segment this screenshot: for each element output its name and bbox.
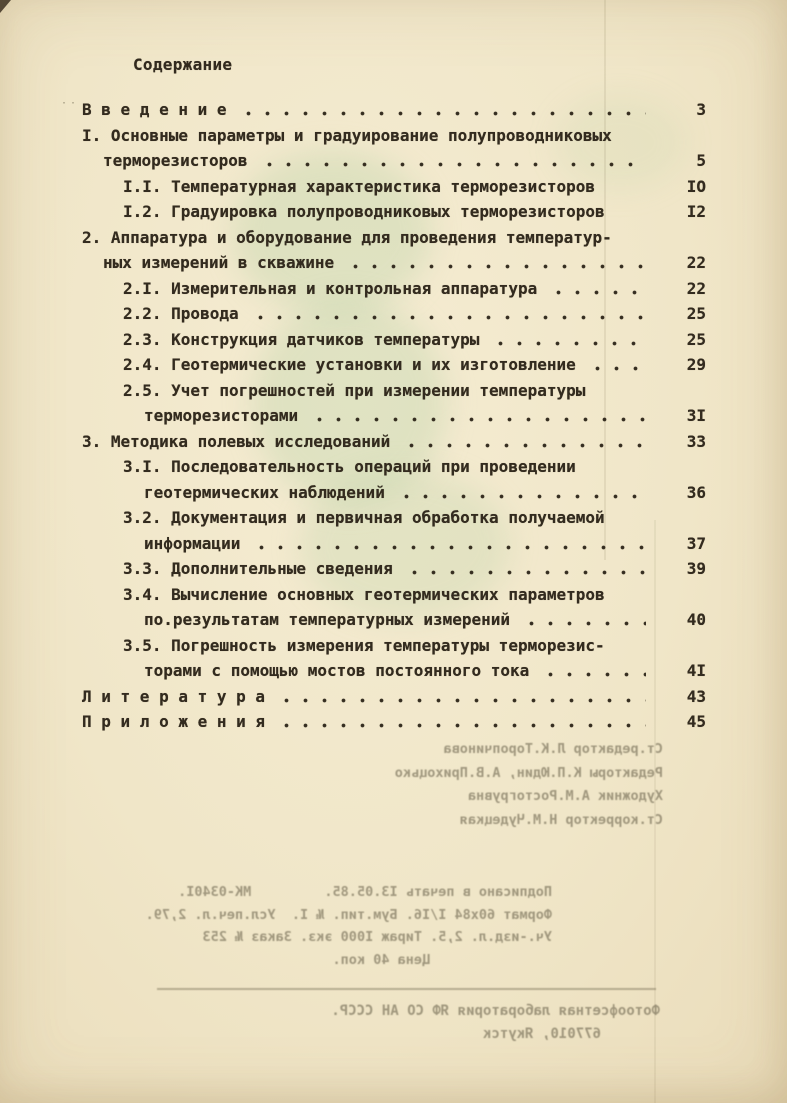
dot-leader [273, 723, 646, 728]
toc-entry-text: I. Основные параметры и градуирование полупроводниковых [82, 125, 612, 145]
showthrough-imprint-block [88, 881, 552, 971]
toc-entry-text: ных измерений в скважине [103, 253, 335, 272]
showthrough-line: Ст.редактор Л.К.Торопчинова [443, 741, 663, 757]
showthrough-line: Формат 60х84 I/I6. Бум.тип. № I. Усл.печ.л. 2,79. [145, 906, 552, 923]
page-title: Содержание [133, 55, 233, 74]
showthrough-line: Ст.корректор Н.М.Чудецкая [459, 811, 663, 828]
dot-leader [603, 188, 646, 193]
toc-page-number: 45 [686, 712, 706, 731]
toc-row [82, 607, 706, 633]
toc-entry-text: I.2. Градуировка полупроводниковых терморезисторов [123, 202, 605, 221]
dot-leader [273, 698, 646, 703]
toc-page-number: 25 [686, 304, 706, 323]
toc-entry-text: П р и л о ж е н и я [82, 712, 266, 731]
toc-entry-text: 2.I. Измерительная и контрольная аппаратура [123, 278, 538, 298]
toc-row [82, 582, 706, 608]
dot-leader [393, 494, 646, 499]
dot-leader [342, 264, 646, 269]
toc-entry-text: 3.4. Вычисление основных геотермических параметров [123, 584, 605, 604]
toc-row [82, 148, 706, 174]
toc-entry-text: Л и т е р а т у р а [82, 686, 266, 706]
toc-page-number: 40 [686, 610, 706, 629]
showthrough-line: Художник А.М.Ростогрувна [467, 788, 663, 804]
dot-leader [584, 468, 646, 473]
toc-entry-text: 3.2. Документация и первичная обработка получаемой [123, 508, 605, 527]
toc-page-number: 22 [686, 278, 706, 298]
dot-leader [306, 417, 646, 422]
toc-row [82, 403, 706, 429]
toc-entry-text: 3.3. Дополнительные сведения [123, 559, 393, 578]
toc-row [82, 174, 706, 200]
toc-entry-text: информации [144, 533, 241, 553]
dot-leader [545, 290, 646, 295]
toc-row [82, 556, 706, 582]
toc-row [82, 225, 706, 251]
corner-mark [0, 0, 11, 13]
table-of-contents [82, 97, 706, 735]
toc-page-number: IO [686, 176, 706, 196]
toc-entry-text: торами с помощью мостов постоянного тока [144, 661, 530, 680]
dot-leader [235, 111, 647, 116]
toc-page-number: 37 [686, 533, 706, 553]
toc-page-number: 36 [686, 482, 706, 502]
toc-page-number: I2 [686, 202, 706, 221]
toc-row [82, 97, 706, 123]
dot-leader [613, 519, 646, 524]
toc-row [82, 429, 706, 455]
toc-entry-text: 2. Аппаратура и оборудование для проведения температур- [82, 227, 612, 247]
toc-page-number [668, 454, 706, 480]
toc-page-number: 4I [686, 661, 706, 680]
dot-leader [613, 213, 646, 218]
toc-page-number: 3I [686, 406, 706, 425]
toc-entry-text: 2.2. Провода [123, 304, 239, 323]
dot-leader [620, 137, 646, 142]
toc-row [82, 454, 706, 480]
showthrough-line: Уч.-изд.л. 2,5. Тираж I000 экз. Заказ № 253 [202, 929, 552, 945]
toc-row [82, 276, 706, 302]
toc-entry-text: 3.5. Погрешность измерения температуры терморезис- [123, 635, 605, 655]
toc-page-number: 43 [686, 686, 706, 706]
toc-page-number [668, 225, 706, 251]
toc-row [82, 531, 706, 557]
toc-row [82, 250, 706, 276]
toc-page-number: 3 [696, 100, 706, 119]
showthrough-divider-rule [157, 988, 656, 990]
dot-leader [401, 570, 646, 575]
dot-leader [613, 596, 646, 601]
toc-row [82, 199, 706, 225]
toc-row [82, 123, 706, 149]
toc-entry-text: терморезисторами [144, 406, 299, 425]
toc-row [82, 378, 706, 404]
toc-page-number: 33 [686, 431, 706, 451]
toc-entry-text: геотермических наблюдений [144, 482, 385, 502]
dot-leader [537, 672, 646, 677]
dot-leader [247, 315, 646, 320]
toc-row [82, 505, 706, 531]
toc-row [82, 684, 706, 710]
toc-row [82, 480, 706, 506]
toc-page-number: 25 [686, 329, 706, 349]
toc-row [82, 633, 706, 659]
toc-page-number [668, 378, 706, 404]
dot-leader [593, 392, 646, 397]
toc-entry-text: В в е д е н и е [82, 100, 227, 119]
toc-row [82, 301, 706, 327]
toc-row [82, 658, 706, 684]
toc-page-number: 5 [696, 151, 706, 170]
toc-page-number: 22 [686, 253, 706, 272]
dot-leader [584, 366, 646, 371]
toc-entry-text: 2.4. Геотермические установки и их изготовление [123, 355, 576, 374]
toc-page-number [668, 582, 706, 608]
toc-page-number: 29 [686, 355, 706, 374]
toc-entry-text: терморезисторов [103, 151, 248, 170]
toc-page-number [668, 123, 706, 149]
showthrough-editors-block [335, 738, 663, 832]
showthrough-line: Фотоофсетная лаборатория ЯФ СО АН СССР. [331, 1003, 660, 1019]
showthrough-line: Подписано в печать I3.05.85. МК-0340I. [178, 884, 552, 900]
toc-entry-text: 3.I. Последовательность операций при проведении [123, 457, 576, 476]
toc-row [82, 327, 706, 353]
stray-mark: ·· [61, 98, 80, 109]
showthrough-line: 677010, Якутск [482, 1026, 660, 1042]
dot-leader [398, 443, 646, 448]
toc-entry-text: 2.3. Конструкция датчиков температуры [123, 329, 480, 349]
dot-leader [248, 545, 646, 550]
dot-leader [613, 647, 646, 652]
toc-page-number [668, 505, 706, 531]
toc-entry-text: 3. Методика полевых исследований [82, 431, 391, 451]
toc-row [82, 709, 706, 735]
showthrough-line: Цена 40 коп. [332, 951, 552, 968]
dot-leader [256, 162, 647, 167]
toc-entry-text: по.результатам температурных измерений [144, 610, 511, 629]
toc-page-number [668, 633, 706, 659]
dot-leader [620, 239, 646, 244]
toc-row [82, 352, 706, 378]
showthrough-line: Редакторы К.П.Юдин, А.В.Прихоцько [394, 764, 663, 781]
dot-leader [487, 341, 646, 346]
toc-entry-text: I.I. Температурная характеристика терморезисторов [123, 176, 596, 196]
dot-leader [518, 621, 646, 626]
toc-page-number: 39 [686, 559, 706, 578]
toc-entry-text: 2.5. Учет погрешностей при измерении температуры [123, 380, 586, 400]
showthrough-press-block [283, 1000, 660, 1046]
